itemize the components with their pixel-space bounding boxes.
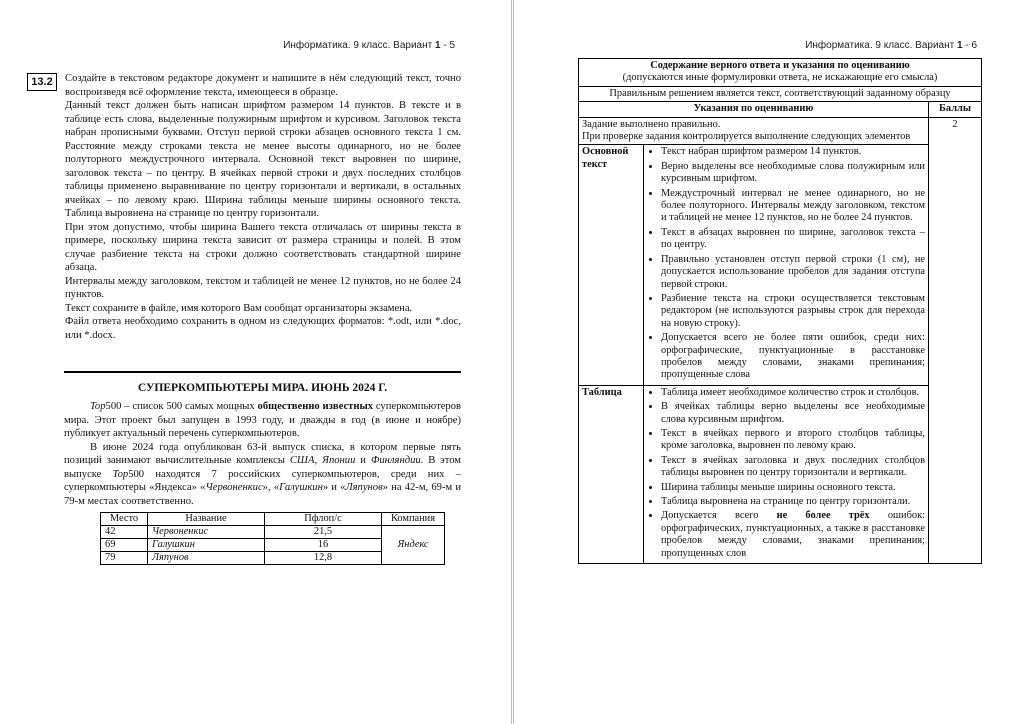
grading-title-row [579, 59, 982, 87]
header-subject: Информатика. 9 класс. Вариант [805, 40, 957, 51]
intro-line: При проверке задания контролируется выполнение следующих элементов [582, 131, 911, 143]
criteria-item: • Верно выделены все необходимые слова полужирным или курсивным шрифтом. [661, 161, 925, 186]
instructions-header: Указания по оцениванию [579, 102, 929, 117]
header-page-number: 5 [449, 40, 455, 51]
table-header-cell: Название [148, 513, 265, 526]
correct-solution-row [579, 86, 982, 101]
task-paragraph: При этом допустимо, чтобы ширина Вашего текста отличалась от ширины текста в примере, поскольку ширина текста зависит от размера страницы и полей. В этом случае разбиение текста на строки должно соответствовать стандартной ширине абзаца. [65, 221, 461, 273]
criteria-item: • Разбиение текста на строки осуществляется текстовым редактором (не используются разрывы строк для перехода на новую строку). [661, 293, 925, 330]
table-cell-pflops: 21,5 [265, 526, 382, 539]
criteria-row-main-text [579, 145, 982, 385]
grading-subtitle: (допускаются иные формулировки ответа, не искажающие его смысла) [622, 72, 938, 84]
criteria-item: • Допускается всего не более пяти ошибок, среди них: орфографические, пунктуационные в расстановке пробелов между словами, знаками препинания; пропущенные слова [661, 332, 925, 382]
grading-header-row [579, 102, 982, 117]
grading-title-cell [579, 59, 982, 87]
criteria-list [647, 146, 925, 381]
criteria-item: • Междустрочный интервал не менее одинарного, но не более полуторного. Интервалы между заголовком, текстом и таблицей не менее 12 пунктов, но не более 24 пунктов. [661, 188, 925, 225]
criteria-list-cell [644, 385, 929, 563]
table-header-cell: Место [101, 513, 148, 526]
task-paragraph: Создайте в текстовом редакторе документ и напишите в нём следующий текст, точно воспроизведя всё оформление текста, имеющееся в образце. [65, 73, 461, 98]
task-paragraph: Файл ответа необходимо сохранить в одном из следующих форматов: *.odt, или *.doc, или *.docx. [65, 316, 461, 341]
header-sep: - [440, 40, 450, 51]
divider-rule [64, 371, 461, 373]
criteria-item: • Текст в абзацах выровнен по ширине, заголовок текста – по центру. [661, 227, 925, 252]
page-right [513, 0, 1024, 724]
sample-paragraph-1: Top500 – список 500 самых мощных общественно известных суперкомпьютеров мира. Этот проект был запущен в 1993 году, и дважды в год (в июне и ноябре) публикует актуальный перечень суперкомпьютеров. [64, 401, 461, 439]
table-cell-name: Ляпунов [148, 552, 265, 565]
table-cell-pflops: 12,8 [265, 552, 382, 565]
criteria-item: • Допускается всего не более трёх ошибок: орфографических, пунктуационных, а также в расстановке пробелов между словами, знаками препинания; пропущенных слов [661, 510, 925, 560]
table-header-row [101, 513, 445, 526]
table-header-cell: Пфлоп/с [265, 513, 382, 526]
criteria-item: • Правильно установлен отступ первой строки (1 см), не допускается использование пробелов для задания отступа первой строки. [661, 254, 925, 291]
table-cell-place: 79 [101, 552, 148, 565]
task-paragraph: Текст сохраните в файле, имя которого Вам сообщат организаторы экзамена. [65, 302, 413, 314]
intro-line: Задание выполнено правильно. [582, 118, 721, 130]
grading-table [578, 58, 982, 564]
grading-title: Содержание верного ответа и указания по оцениванию [650, 60, 910, 71]
sample-title: СУПЕРКОМПЬЮТЕРЫ МИРА. ИЮНЬ 2024 Г. [137, 382, 388, 394]
task-paragraph: Интервалы между заголовком, текстом и таблицей не менее 12 пунктов, но не более 24 пунктов. [65, 275, 461, 300]
table-cell-place: 42 [101, 526, 148, 539]
intro-row [579, 117, 982, 145]
table-cell-pflops: 16 [265, 539, 382, 552]
bold-phrase: общественно известных [257, 401, 374, 412]
criteria-row-table [579, 385, 982, 563]
intro-cell [579, 117, 929, 145]
correct-solution-cell: Правильным решением является текст, соответствующий заданному образцу [579, 86, 982, 101]
criteria-item: • Ширина таблицы меньше ширины основного текста. [661, 482, 925, 494]
task-number: 13.2 [27, 73, 57, 91]
criteria-list [647, 387, 925, 560]
table-cell-place: 69 [101, 539, 148, 552]
score-cell: 2 [929, 117, 982, 563]
table-cell-name: Галушкин [148, 539, 265, 552]
criteria-item: • Таблица имеет необходимое количество строк и столбцов. [661, 387, 925, 399]
criteria-item: • Текст набран шрифтом размером 14 пунктов. [661, 146, 925, 158]
criteria-item: • В ячейках таблицы верно выделены все необходимые слова курсивным шрифтом. [661, 401, 925, 426]
criteria-label: Таблица [579, 385, 644, 563]
table-cell-company: Яндекс [382, 526, 445, 565]
sample-document [64, 382, 461, 565]
header-sep: - [962, 40, 972, 51]
criteria-label: Основной текст [579, 145, 644, 385]
header-page-number: 6 [971, 40, 977, 51]
criteria-item: • Таблица выровнена на странице по центру горизонтали. [661, 496, 925, 508]
header-variant: 1 [434, 40, 441, 51]
header-subject: Информатика. 9 класс. Вариант [283, 40, 435, 51]
task-text [65, 72, 461, 342]
header-variant: 1 [956, 40, 963, 51]
task-paragraph: Данный текст должен быть написан шрифтом размером 14 пунктов. В тексте и в таблице есть слова, выделенные полужирным шрифтом и курсивом. Заголовок текста набран прописными буквами. Отступ первой строки абзацев основного текста 1 см. Расстояние между строками текста не менее высоты одинарного, но не более полуторного междустрочного интервала. Основной текст выровнен по ширине, заголовок текста – по центру. В ячейках первой строки и двух последних столбцов таблицы применено выравнивание по центру горизонтали и вертикали, в остальных ячейках – по левому краю. Ширина таблицы меньше ширины основного текста. Таблица выровнена на странице по центру горизонтали. [65, 100, 461, 219]
supercomputer-table [100, 512, 445, 565]
table-header-cell: Компания [382, 513, 445, 526]
sample-paragraph-2: В июне 2024 года опубликован 63-й выпуск списка, в котором первые пять позиций занимают вычислительные комплексы США, Японии и Финляндии. В этом выпуске Top500 находятся 7 российских суперкомпьютеров, среди них – суперкомпьютеры «Яндекса» «Червоненкис», «Галушкин» и «Ляпунов» на 42-м, 69-м и 79-м местах соответственно. [64, 441, 462, 507]
top500-name: Top [90, 401, 106, 412]
criteria-item: • Текст в ячейках заголовка и двух последних столбцов таблицы выровнен по центру горизонтали и вертикали. [661, 455, 925, 480]
score-header: Баллы [929, 102, 982, 117]
page-header [805, 40, 977, 51]
criteria-list-cell [644, 145, 929, 385]
table-row [101, 526, 445, 539]
table-cell-name: Червоненкис [148, 526, 265, 539]
criteria-item: • Текст в ячейках первого и второго столбцов таблицы, кроме заголовка, выровнен по левому краю. [661, 428, 925, 453]
page-header [283, 40, 455, 51]
